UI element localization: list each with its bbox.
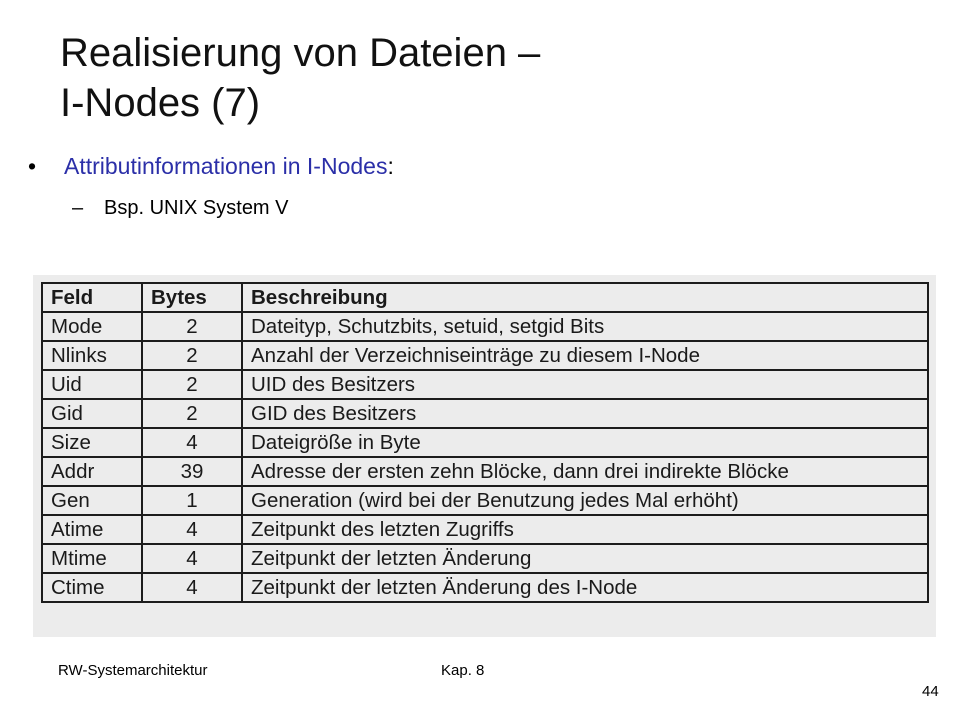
bullet-item xyxy=(28,150,394,182)
cell-bytes: 2 xyxy=(142,341,242,370)
cell-bytes: 1 xyxy=(142,486,242,515)
cell-beschreibung: Dateigröße in Byte xyxy=(242,428,928,457)
cell-bytes: 4 xyxy=(142,573,242,602)
scanned-table-image xyxy=(33,275,936,637)
table-row xyxy=(42,573,928,602)
cell-feld: Uid xyxy=(42,370,142,399)
table-row xyxy=(42,341,928,370)
table-row xyxy=(42,457,928,486)
bullet-marker: • xyxy=(28,153,37,179)
slide-title xyxy=(60,28,900,128)
cell-beschreibung: Generation (wird bei der Benutzung jedes Mal erhöht) xyxy=(242,486,928,515)
cell-beschreibung: Anzahl der Verzeichniseinträge zu diesem I-Node xyxy=(242,341,928,370)
sub-bullet-text: Bsp. UNIX System V xyxy=(104,197,289,219)
cell-bytes: 2 xyxy=(142,370,242,399)
cell-beschreibung: UID des Besitzers xyxy=(242,370,928,399)
cell-beschreibung: Adresse der ersten zehn Blöcke, dann drei indirekte Blöcke xyxy=(242,457,928,486)
cell-bytes: 2 xyxy=(142,399,242,428)
page-number: 44 xyxy=(922,683,939,700)
inode-attribute-table xyxy=(41,282,929,603)
cell-beschreibung: Zeitpunkt der letzten Änderung des I-Node xyxy=(242,573,928,602)
cell-bytes: 4 xyxy=(142,544,242,573)
cell-bytes: 39 xyxy=(142,457,242,486)
table-row xyxy=(42,399,928,428)
cell-feld: Addr xyxy=(42,457,142,486)
table-header-row xyxy=(42,283,928,312)
table-row xyxy=(42,486,928,515)
cell-beschreibung: Zeitpunkt der letzten Änderung xyxy=(242,544,928,573)
footer-chapter: Kap. 8 xyxy=(441,662,485,679)
cell-bytes: 4 xyxy=(142,428,242,457)
table-row xyxy=(42,428,928,457)
cell-bytes: 2 xyxy=(142,312,242,341)
sub-bullet-item xyxy=(72,194,289,222)
table-row xyxy=(42,544,928,573)
cell-beschreibung: Zeitpunkt des letzten Zugriffs xyxy=(242,515,928,544)
header-beschreibung: Beschreibung xyxy=(242,283,928,312)
cell-feld: Mtime xyxy=(42,544,142,573)
footer-course-name: RW-Systemarchitektur xyxy=(58,662,208,679)
cell-beschreibung: GID des Besitzers xyxy=(242,399,928,428)
cell-feld: Size xyxy=(42,428,142,457)
slide-title-line-2: I-Nodes (7) xyxy=(60,81,261,125)
cell-bytes: 4 xyxy=(142,515,242,544)
cell-feld: Nlinks xyxy=(42,341,142,370)
sub-bullet-marker: – xyxy=(72,197,84,219)
slide-title-line-1: Realisierung von Dateien – xyxy=(60,31,541,75)
cell-feld: Ctime xyxy=(42,573,142,602)
cell-feld: Atime xyxy=(42,515,142,544)
table-row xyxy=(42,312,928,341)
header-bytes: Bytes xyxy=(142,283,242,312)
cell-beschreibung: Dateityp, Schutzbits, setuid, setgid Bits xyxy=(242,312,928,341)
header-feld: Feld xyxy=(42,283,142,312)
table-row xyxy=(42,515,928,544)
cell-feld: Gen xyxy=(42,486,142,515)
bullet-text: Attributinformationen in I-Nodes xyxy=(64,153,388,179)
bullet-suffix: : xyxy=(387,153,394,179)
cell-feld: Gid xyxy=(42,399,142,428)
cell-feld: Mode xyxy=(42,312,142,341)
table-row xyxy=(42,370,928,399)
